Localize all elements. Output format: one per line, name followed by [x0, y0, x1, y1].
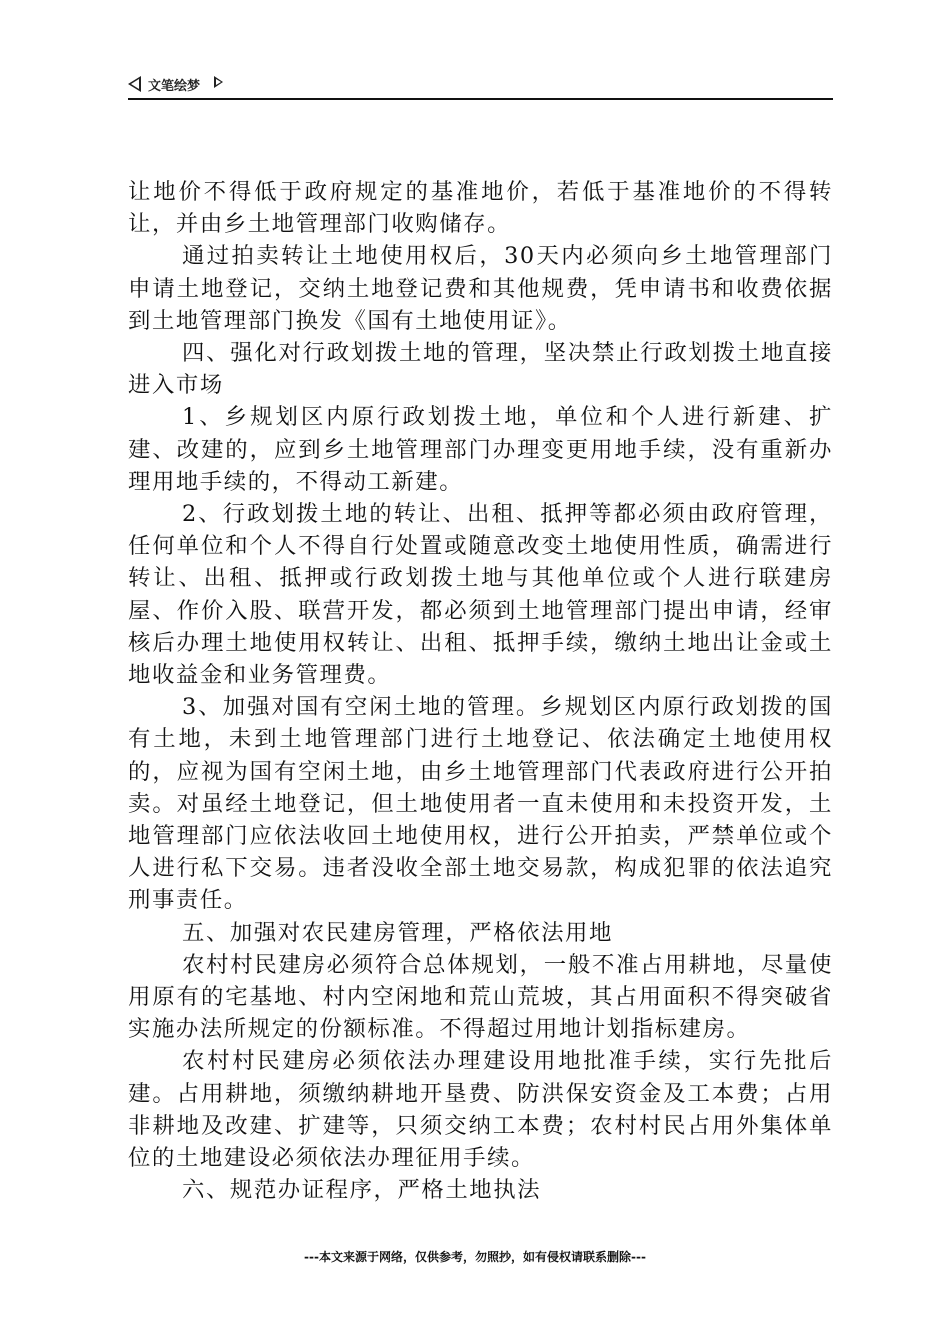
document-body — [128, 176, 833, 1207]
footer-notice: ---本文来源于网络，仅供参考，勿照抄，如有侵权请联系删除--- — [304, 1250, 646, 1264]
section-heading-6: 六、规范办证程序，严格土地执法 — [182, 1177, 542, 1204]
paragraph-auction-registration: 通过拍卖转让土地使用权后，30天内必须向乡土地管理部门申请土地登记，交纳土地登记费和其他规费，凭申请书和收费依据到土地管理部门换发《国有土地使用证》。 — [128, 243, 833, 334]
header-title: 文笔绘梦 — [148, 79, 201, 94]
section-heading-5: 五、加强对农民建房管理，严格依法用地 — [182, 919, 613, 946]
right-triangle-icon — [214, 76, 223, 88]
paragraph-item-1: 1、乡规划区内原行政划拨土地，单位和个人进行新建、扩建、改建的，应到乡土地管理部门办理变更用地手续，没有重新办理用地手续的，不得动工新建。 — [128, 404, 833, 495]
paragraph-item-3: 3、加强对国有空闲土地的管理。乡规划区内原行政划拨的国有土地，未到土地管理部门进行土地登记、依法确定土地使用权的，应视为国有空闲土地，由乡土地管理部门代表政府进行公开拍卖。对虽经土地登记，但土地使用者一直未使用和未投资开发，土地管理部门应依法收回土地使用权，进行公开拍卖，严禁单位或个人进行私下交易。违者没收全部土地交易款，构成犯罪的依法追究刑事责任。 — [128, 694, 833, 914]
paragraph-item-2: 2、行政划拨土地的转让、出租、抵押等都必须由政府管理，任何单位和个人不得自行处置或随意改变土地使用性质，确需进行转让、出租、抵押或行政划拨土地与其他单位或个人进行联建房屋、作价入股、联营开发，都必须到土地管理部门提出申请，经审核后办理土地使用权转让、出租、抵押手续，缴纳土地出让金或土地收益金和业务管理费。 — [128, 501, 833, 689]
paragraph-farmer-housing-planning: 农村村民建房必须符合总体规划，一般不准占用耕地，尽量使用原有的宅基地、村内空闲地和荒山荒坡，其占用面积不得突破省实施办法所规定的份额标准。不得超过用地计划指标建房。 — [128, 951, 833, 1043]
paragraph-continuation: 让地价不得低于政府规定的基准地价，若低于基准地价的不得转让，并由乡土地管理部门收购储存。 — [128, 179, 833, 238]
section-heading-4: 四、强化对行政划拨土地的管理，坚决禁止行政划拨土地直接进入市场 — [128, 340, 833, 399]
paragraph-farmer-housing-approval: 农村村民建房必须依法办理建设用地批准手续，实行先批后建。占用耕地，须缴纳耕地开垦费、防洪保安资金及工本费；占用非耕地及改建、扩建等，只须交纳工本费；农村村民占用外集体单位的土地建设必须依法办理征用手续。 — [128, 1048, 833, 1172]
left-triangle-icon — [128, 76, 141, 92]
page-header — [128, 74, 833, 100]
